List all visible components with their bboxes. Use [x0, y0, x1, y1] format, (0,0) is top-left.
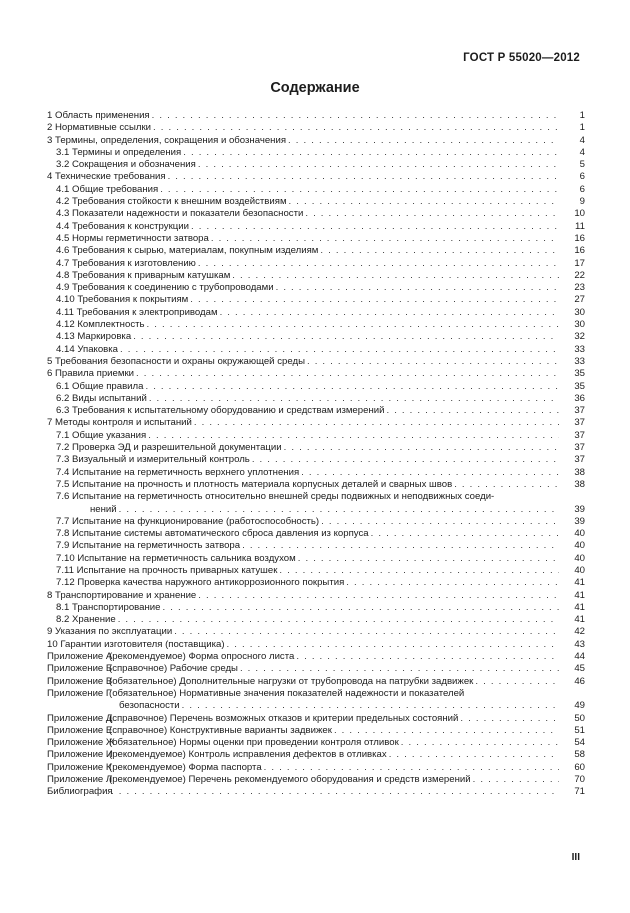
toc-entry-label: 2 Нормативные ссылки — [47, 122, 152, 134]
toc-entry[interactable] — [47, 393, 585, 405]
appendix-title: (обязательное) Нормативные значения показателей надежности и показателей — [109, 687, 465, 699]
appendix-entry[interactable] — [47, 651, 585, 663]
toc-entry[interactable] — [47, 307, 585, 319]
toc-entry-label: 7.11 Испытание на прочность приварных катушек — [56, 564, 278, 576]
dot-leader — [289, 196, 559, 208]
toc-entry-page: 40 — [574, 540, 585, 552]
appendix-entry[interactable] — [47, 737, 585, 749]
dot-leader — [232, 270, 559, 282]
toc-entry-page: 32 — [574, 331, 585, 343]
appendix-entry-label — [47, 737, 399, 749]
dot-leader — [264, 762, 559, 774]
toc-entry[interactable] — [47, 319, 585, 331]
appendix-prefix: Приложение К — [47, 761, 112, 773]
toc-entry-label: 6.2 Виды испытаний — [56, 392, 147, 404]
toc-entry-page: 40 — [574, 552, 585, 564]
toc-entry[interactable] — [47, 454, 585, 466]
toc-entry-page: 6 — [579, 183, 585, 195]
appendix-prefix: Приложение Д — [47, 712, 113, 724]
toc-entry-page: 36 — [574, 392, 585, 404]
toc-entry-label: 4.13 Маркировка — [56, 331, 132, 343]
dot-leader — [198, 590, 559, 602]
toc-entry-page: 41 — [574, 614, 585, 626]
toc-entry[interactable] — [47, 147, 585, 159]
toc-entry[interactable] — [47, 565, 585, 577]
toc-entry[interactable] — [47, 614, 585, 626]
dot-leader — [460, 713, 559, 725]
toc-entry-label: 8 Транспортирование и хранение — [47, 589, 197, 601]
appendix-entry-page: 60 — [574, 761, 585, 773]
toc-entry-label: 4.3 Показатели надежности и показатели безопасности — [56, 208, 304, 220]
toc-entry-page: 6 — [579, 171, 585, 183]
toc-entry-label: 5 Требования безопасности и охраны окружающей среды — [47, 355, 305, 367]
toc-entry-label: 3.2 Сокращения и обозначения — [56, 159, 196, 171]
appendix-prefix: Приложение Е — [47, 724, 113, 736]
toc-entry-label: 8.1 Транспортирование — [56, 601, 161, 613]
toc-entry[interactable] — [47, 467, 585, 479]
appendix-entry[interactable] — [47, 700, 585, 712]
appendix-entry-page: 71 — [574, 786, 585, 798]
toc-entry-page: 35 — [574, 368, 585, 380]
toc-entry-label: 7.4 Испытание на герметичность верхнего уплотнения — [56, 466, 300, 478]
appendix-prefix: Приложение Б — [47, 663, 113, 675]
toc-entry[interactable] — [47, 135, 585, 147]
toc-entry-label: 4.4 Требования к конструкции — [56, 220, 189, 232]
toc-entry[interactable] — [47, 282, 585, 294]
toc-entry-page: 38 — [574, 466, 585, 478]
toc-entry-page: 37 — [574, 405, 585, 417]
appendix-title: (обязательное) Дополнительные нагрузки от трубопровода на патрубки задвижек — [109, 675, 474, 687]
toc-entry-page: 22 — [574, 269, 585, 281]
toc-entry[interactable] — [47, 479, 585, 491]
toc-entry-label: 7.7 Испытание на функционирование (работоспособность) — [56, 515, 320, 527]
toc-entry-label: 4.12 Комплектность — [56, 319, 145, 331]
dot-leader — [152, 110, 559, 122]
dot-leader — [276, 282, 559, 294]
appendix-entry-page: 45 — [574, 663, 585, 675]
appendix-entry-page: 58 — [574, 749, 585, 761]
toc-entry-label: 8.2 Хранение — [56, 614, 116, 626]
toc-entry-page: 37 — [574, 454, 585, 466]
dot-leader — [288, 135, 559, 147]
appendix-entry-label — [47, 713, 458, 725]
appendix-entry-label — [47, 688, 464, 700]
toc-entry-page: 16 — [574, 245, 585, 257]
appendix-entry[interactable] — [47, 774, 585, 786]
dot-leader — [401, 737, 559, 749]
dot-leader — [346, 577, 559, 589]
dot-leader — [163, 602, 560, 614]
dot-leader — [220, 307, 559, 319]
toc-entry[interactable] — [47, 245, 585, 257]
toc-entry-page: 40 — [574, 528, 585, 540]
toc-entry-label: 7.5 Испытание на прочность и плотность материала корпусных деталей и сварных швов — [56, 478, 453, 490]
appendix-entry-page: 50 — [574, 712, 585, 724]
toc-entry-label: 7.8 Испытание системы автоматического сброса давления из корпуса — [56, 528, 369, 540]
dot-leader — [119, 504, 559, 516]
page-title: Содержание — [270, 80, 360, 96]
toc-entry[interactable] — [47, 344, 585, 356]
dot-leader — [153, 122, 559, 134]
toc-entry-page: 41 — [574, 589, 585, 601]
toc-entry-page: 11 — [575, 220, 585, 232]
toc-entry-page: 27 — [574, 294, 585, 306]
appendix-entry-label — [47, 786, 113, 798]
toc-entry-page: 37 — [574, 429, 585, 441]
dot-leader — [198, 258, 559, 270]
dot-leader — [190, 294, 559, 306]
toc-entry[interactable] — [47, 430, 585, 442]
toc-entry[interactable] — [47, 208, 585, 220]
toc-entry-page: 30 — [574, 306, 585, 318]
appendix-entry-page: 46 — [574, 675, 585, 687]
dot-leader — [284, 442, 559, 454]
appendix-entry[interactable] — [47, 663, 585, 675]
appendix-entry[interactable] — [47, 676, 585, 688]
toc-entry-label: 4.5 Нормы герметичности затвора — [56, 232, 209, 244]
toc-entry-page: 23 — [574, 282, 585, 294]
toc-entry[interactable] — [47, 553, 585, 565]
toc-entry-label: 3 Термины, определения, сокращения и обозначения — [47, 134, 287, 146]
dot-leader — [321, 516, 559, 528]
toc-entry-label: 4.9 Требования к соединению с трубопроводами — [56, 282, 274, 294]
appendix-title: (справочное) Рабочие среды — [109, 663, 238, 675]
toc-entry-page: 1 — [579, 122, 585, 134]
dot-leader — [160, 184, 559, 196]
toc-entry[interactable] — [47, 626, 585, 638]
appendix-entry-page: 54 — [574, 737, 585, 749]
dot-leader — [191, 221, 559, 233]
dot-leader — [475, 676, 559, 688]
toc-entry-label: 7.12 Проверка качества наружного антикоррозионного покрытия — [56, 577, 345, 589]
toc-entry-label: 4.14 Упаковка — [56, 343, 119, 355]
toc-entry[interactable] — [47, 221, 585, 233]
toc-entry-label: 7.6 Испытание на герметичность относительно внешней среды подвижных и неподвижных соеди- — [56, 491, 495, 503]
toc-entry-page: 39 — [574, 515, 585, 527]
appendix-prefix: Приложение В — [47, 675, 113, 687]
toc-entry-page: 16 — [574, 232, 585, 244]
appendix-prefix: Приложение Ж — [47, 737, 115, 749]
toc-entry[interactable] — [47, 442, 585, 454]
toc-entry-page: 5 — [579, 159, 585, 171]
dot-leader — [147, 319, 559, 331]
dot-leader — [149, 393, 559, 405]
toc-entry[interactable] — [47, 491, 585, 503]
dot-leader — [305, 208, 559, 220]
appendix-title: (обязательное) Нормы оценки при проведении контроля отливок — [109, 737, 399, 749]
dot-leader — [320, 245, 559, 257]
toc-entry-page: 41 — [574, 577, 585, 589]
appendix-title: (справочное) Перечень возможных отказов и критерии предельных состояний — [109, 712, 459, 724]
dot-leader — [145, 381, 559, 393]
toc-entry-label: 6 Правила приемки — [47, 368, 134, 380]
dot-leader — [240, 663, 559, 675]
appendix-entry-label — [47, 762, 262, 774]
dot-leader — [174, 626, 559, 638]
toc-entry-label: 9 Указания по эксплуатации — [47, 626, 173, 638]
dot-leader — [279, 565, 559, 577]
toc-entry-label: 4.10 Требования к покрытиям — [56, 294, 189, 306]
appendix-entry[interactable] — [47, 688, 585, 700]
toc-entry[interactable] — [47, 159, 585, 171]
toc-entry[interactable] — [47, 294, 585, 306]
dot-leader — [389, 749, 559, 761]
dot-leader — [211, 233, 559, 245]
toc-entry-page: 35 — [574, 380, 585, 392]
appendix-entry[interactable] — [47, 786, 585, 798]
toc-entry[interactable] — [47, 270, 585, 282]
toc-entry[interactable] — [47, 602, 585, 614]
toc-entry[interactable] — [47, 577, 585, 589]
appendix-entry-page: 44 — [574, 651, 585, 663]
toc-entry[interactable] — [47, 258, 585, 270]
toc-entry-label: 4.2 Требования стойкости к внешним воздействиям — [56, 196, 287, 208]
toc-entry-label: 10 Гарантии изготовителя (поставщика) — [47, 638, 225, 650]
toc-entry-page: 41 — [574, 601, 585, 613]
toc-entry[interactable] — [47, 540, 585, 552]
appendix-entry-label — [47, 725, 332, 737]
dot-leader — [252, 454, 559, 466]
toc-entry[interactable] — [47, 381, 585, 393]
dot-leader — [136, 368, 559, 380]
toc-entry[interactable] — [47, 233, 585, 245]
toc-entry-label: 6.3 Требования к испытательному оборудованию и средствам измерений — [56, 405, 385, 417]
appendix-entry-page: 51 — [574, 724, 585, 736]
toc-entry-label: 4.8 Требования к приварным катушкам — [56, 269, 231, 281]
toc-entry[interactable] — [47, 368, 585, 380]
toc-entry-page: 17 — [574, 257, 585, 269]
dot-leader — [133, 331, 559, 343]
dot-leader — [111, 786, 559, 798]
toc-entry-label: 1 Область применения — [47, 110, 150, 121]
toc-entry[interactable] — [47, 356, 585, 368]
toc-entry-page: 30 — [574, 319, 585, 331]
appendix-entry-label — [47, 749, 387, 761]
toc-entry-page: 37 — [574, 417, 585, 429]
toc-entry-label: 7.10 Испытание на герметичность сальника воздухом — [56, 552, 296, 564]
appendix-title: (рекомендуемое) Перечень рекомендуемого оборудования и средств измерений — [109, 774, 471, 786]
appendix-prefix: Приложение А — [47, 651, 113, 663]
appendix-entry-page: 49 — [574, 700, 585, 712]
page-number: III — [571, 852, 580, 863]
dot-leader — [334, 725, 559, 737]
dot-leader — [198, 159, 559, 171]
dot-leader — [307, 356, 559, 368]
toc-entry[interactable] — [47, 331, 585, 343]
toc-entry-page: 38 — [574, 478, 585, 490]
dot-leader — [182, 700, 559, 712]
toc-entry-page: 39 — [574, 503, 585, 515]
appendix-title: безопасности — [119, 700, 180, 712]
appendix-entry-label — [47, 663, 238, 675]
toc-entry-page: 4 — [579, 146, 585, 158]
toc-entry-label: 7 Методы контроля и испытаний — [47, 417, 192, 429]
dot-leader — [371, 528, 559, 540]
dot-leader — [194, 417, 559, 429]
appendix-title: (рекомендуемое) Форма опросного листа — [109, 651, 295, 663]
toc-entry-page: 33 — [574, 355, 585, 367]
appendix-prefix: Приложение Г — [47, 687, 112, 699]
appendix-entry[interactable] — [47, 713, 585, 725]
toc-entry-page: 4 — [579, 134, 585, 146]
appendix-entry[interactable] — [47, 749, 585, 761]
dot-leader — [473, 774, 559, 786]
toc-entry-page: 40 — [574, 564, 585, 576]
toc-entry-page: 10 — [574, 208, 585, 220]
toc-entry[interactable] — [47, 196, 585, 208]
appendix-entry-label — [119, 700, 180, 712]
dot-leader — [168, 171, 559, 183]
toc-entry-label: 7.9 Испытание на герметичность затвора — [56, 540, 241, 552]
toc-entry-page: 9 — [579, 196, 585, 208]
table-of-contents — [47, 110, 585, 799]
toc-entry-page: 1 — [579, 110, 585, 121]
toc-entry-label: 4.6 Требования к сырью, материалам, покупным изделиям — [56, 245, 319, 257]
appendix-entry[interactable] — [47, 725, 585, 737]
dot-leader — [454, 479, 559, 491]
appendix-prefix: Библиография — [47, 786, 113, 798]
dot-leader — [118, 614, 559, 626]
toc-entry-label: 7.2 Проверка ЭД и разрешительной документации — [56, 442, 282, 454]
dot-leader — [296, 651, 559, 663]
toc-entry[interactable] — [47, 110, 585, 122]
toc-entry[interactable] — [47, 405, 585, 417]
appendix-title: (рекомендуемое) Форма паспорта — [109, 761, 262, 773]
toc-entry-label: 4 Технические требования — [47, 171, 166, 183]
toc-entry[interactable] — [47, 184, 585, 196]
appendix-entry-page: 70 — [574, 774, 585, 786]
appendix-title: (рекомендуемое) Контроль исправления дефектов в отливках — [109, 749, 387, 761]
toc-entry-label: 4.11 Требования к электроприводам — [56, 306, 218, 318]
appendix-title: (справочное) Конструктивные варианты задвижек — [109, 724, 332, 736]
appendix-entry-label — [47, 651, 294, 663]
dot-leader — [386, 405, 559, 417]
toc-entry-page: 33 — [574, 343, 585, 355]
toc-entry[interactable] — [47, 122, 585, 134]
toc-entry-label: нений — [90, 503, 117, 515]
appendix-prefix: Приложение Л — [47, 774, 113, 786]
document-header: ГОСТ Р 55020—2012 — [463, 52, 580, 64]
dot-leader — [242, 540, 559, 552]
toc-entry[interactable] — [47, 171, 585, 183]
toc-entry-page: 43 — [574, 638, 585, 650]
appendix-entry[interactable] — [47, 762, 585, 774]
dot-leader — [148, 430, 559, 442]
toc-entry[interactable] — [47, 528, 585, 540]
toc-entry-label: 3.1 Термины и определения — [56, 146, 182, 158]
toc-entry-page: 37 — [574, 442, 585, 454]
dot-leader — [298, 553, 559, 565]
toc-entry[interactable] — [47, 417, 585, 429]
toc-entry[interactable] — [47, 516, 585, 528]
appendix-prefix: Приложение И — [47, 749, 113, 761]
dot-leader — [183, 147, 559, 159]
toc-entry-label: 7.3 Визуальный и измерительный контроль — [56, 454, 250, 466]
dot-leader — [301, 467, 559, 479]
toc-entry[interactable] — [47, 590, 585, 602]
dot-leader — [120, 344, 559, 356]
appendix-entry-label — [47, 676, 473, 688]
appendix-entry-label — [47, 774, 471, 786]
toc-entry-page: 42 — [574, 626, 585, 638]
toc-entry-label: 4.1 Общие требования — [56, 183, 159, 195]
toc-entry[interactable] — [47, 504, 585, 516]
toc-entry-label: 6.1 Общие правила — [56, 380, 144, 392]
toc-entry-label: 7.1 Общие указания — [56, 429, 147, 441]
dot-leader — [227, 639, 559, 651]
toc-entry-label: 4.7 Требования к изготовлению — [56, 257, 196, 269]
toc-entry[interactable] — [47, 639, 585, 651]
